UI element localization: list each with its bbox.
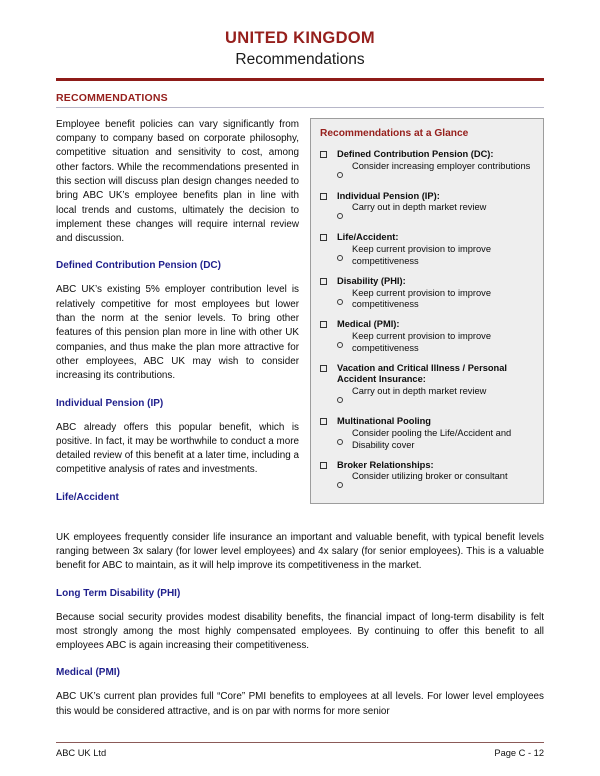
- glance-item-sub-text: Consider utilizing broker or consultant: [352, 471, 508, 482]
- circle-bullet-icon: [337, 202, 352, 224]
- glance-item-sub: [337, 428, 534, 452]
- ip-paragraph: ABC already offers this popular benefit, which is positive. In fact, it may be worthwhile to conduct a more detailed review of this benefit at a later time, including a competitive analysis of rates and investments.: [56, 421, 299, 476]
- circle-bullet-icon: [337, 386, 352, 408]
- glance-item-sub-text: Consider increasing employer contributions: [352, 160, 531, 171]
- document-header: [0, 0, 600, 70]
- glance-item: [320, 319, 534, 354]
- glance-item-sub: [337, 202, 534, 224]
- phi-paragraph: Because social security provides modest disability benefits, the financial impact of long-term disability is felt most strongly among the most highly compensated employees. By continuing to offer this benefit to all employees ABC is again increasing their competitiveness.: [56, 611, 544, 652]
- circle-bullet-icon: [337, 428, 352, 452]
- glance-item-label: Multinational Pooling: [337, 416, 431, 427]
- glance-item: [320, 232, 534, 267]
- full-width-region: [56, 531, 544, 719]
- glance-item-body: [337, 149, 534, 183]
- glance-item-sub: [337, 161, 534, 183]
- glance-item-sub: [337, 244, 534, 268]
- footer-company: ABC UK Ltd: [56, 748, 107, 758]
- page-footer: [56, 742, 544, 758]
- square-bullet-icon: [320, 460, 337, 494]
- circle-bullet-icon: [337, 331, 352, 355]
- glance-item-sub: [337, 386, 534, 408]
- square-bullet-icon: [320, 276, 337, 311]
- heading-life-accident: Life/Accident: [56, 491, 119, 503]
- glance-item-body: [337, 363, 534, 409]
- intro-paragraph: Employee benefit policies can vary significantly from company to company based on corporate philosophy, competitive situation and sensitivity to cost, among other factors. While the recommendations presented in this section will discuss plan design changes needed to bring ABC UK’s employee benefits plan in line with local trends and customs, ultimately the decision to implement these changes will require internal review and discussion.: [56, 118, 299, 245]
- glance-item: [320, 191, 534, 225]
- dc-paragraph: ABC UK’s existing 5% employer contribution level is relatively competitive for most employees but lower than the norm at the senior levels. To bring other features of this pension plan more in line with other UK companies, and thus make the plan more attractive for other employees, ABC UK may wish to consider increasing its contributions.: [56, 284, 299, 382]
- document-content: [56, 118, 544, 719]
- glance-item-sub-text: Keep current provision to improve competitiveness: [352, 287, 492, 310]
- glance-item-sub: [337, 331, 534, 355]
- recommendations-at-a-glance-box: [310, 118, 544, 505]
- square-bullet-icon: [320, 319, 337, 354]
- glance-item-label: Disability (PHI):: [337, 275, 406, 286]
- glance-item-label: Vacation and Critical Illness / Personal Accident Insurance:: [337, 362, 507, 385]
- glance-item-sub-text: Keep current provision to improve competitiveness: [352, 244, 492, 266]
- section-heading: RECOMMENDATIONS: [56, 91, 168, 104]
- glance-item-sub-text: Keep current provision to improve competitiveness: [352, 330, 492, 353]
- glance-item-body: [337, 460, 534, 494]
- header-divider: [56, 78, 544, 81]
- pmi-paragraph: ABC UK’s current plan provides full “Core” PMI benefits to employees at all levels. For lower level employees this would be considered attractive, and is on par with norms for more senior: [56, 691, 544, 717]
- glance-item-label: Broker Relationships:: [337, 459, 434, 470]
- glance-item-body: [337, 276, 534, 311]
- circle-bullet-icon: [337, 471, 352, 493]
- glance-item: [320, 363, 534, 409]
- square-bullet-icon: [320, 232, 337, 267]
- square-bullet-icon: [320, 416, 337, 451]
- glance-item-body: [337, 416, 534, 451]
- footer-page-number: Page C - 12: [494, 748, 544, 758]
- circle-bullet-icon: [337, 161, 352, 183]
- glance-item-label: Defined Contribution Pension (DC):: [337, 148, 494, 159]
- glance-item-label: Medical (PMI):: [337, 319, 400, 330]
- glance-item: [320, 416, 534, 451]
- glance-item: [320, 460, 534, 494]
- life-accident-paragraph: UK employees frequently consider life insurance an important and valuable benefit, with typical benefit levels ranging between 3x salary (for lower level employees) and 4x salary (for senior employees). This is a valuable benefit for ABC to maintain, as it will help improve its competitiveness in the market.: [56, 531, 544, 572]
- right-sidebar-column: [310, 118, 544, 505]
- circle-bullet-icon: [337, 244, 352, 268]
- glance-item-sub-text: Consider pooling the Life/Accident and Disability cover: [352, 427, 512, 450]
- glance-item-list: [320, 149, 534, 494]
- glance-item-sub: [337, 471, 534, 493]
- left-text-column: [56, 118, 299, 515]
- glance-item-sub-text: Carry out in depth market review: [352, 202, 487, 213]
- heading-individual-pension: Individual Pension (IP): [56, 397, 164, 409]
- glance-item-body: [337, 191, 534, 225]
- heading-medical-pmi: Medical (PMI): [56, 667, 120, 679]
- footer-divider: [56, 742, 544, 743]
- square-bullet-icon: [320, 149, 337, 183]
- heading-long-term-disability: Long Term Disability (PHI): [56, 587, 181, 599]
- square-bullet-icon: [320, 191, 337, 225]
- circle-bullet-icon: [337, 288, 352, 312]
- glance-item-sub: [337, 288, 534, 312]
- heading-defined-contribution-pension: Defined Contribution Pension (DC): [56, 260, 221, 272]
- square-bullet-icon: [320, 363, 337, 409]
- section-heading-block: [56, 92, 544, 108]
- document-subtitle: Recommendations: [235, 50, 365, 68]
- glance-item-body: [337, 319, 534, 354]
- glance-item-label: Life/Accident:: [337, 232, 399, 243]
- glance-item: [320, 149, 534, 183]
- glance-item-sub-text: Carry out in depth market review: [352, 386, 487, 397]
- country-title: UNITED KINGDOM: [225, 29, 375, 47]
- glance-item-label: Individual Pension (IP):: [337, 190, 440, 201]
- glance-box-title: Recommendations at a Glance: [320, 127, 469, 139]
- glance-item: [320, 276, 534, 311]
- section-heading-divider: [56, 107, 544, 108]
- footer-row: [56, 748, 544, 758]
- glance-item-body: [337, 232, 534, 267]
- two-column-region: [56, 118, 544, 515]
